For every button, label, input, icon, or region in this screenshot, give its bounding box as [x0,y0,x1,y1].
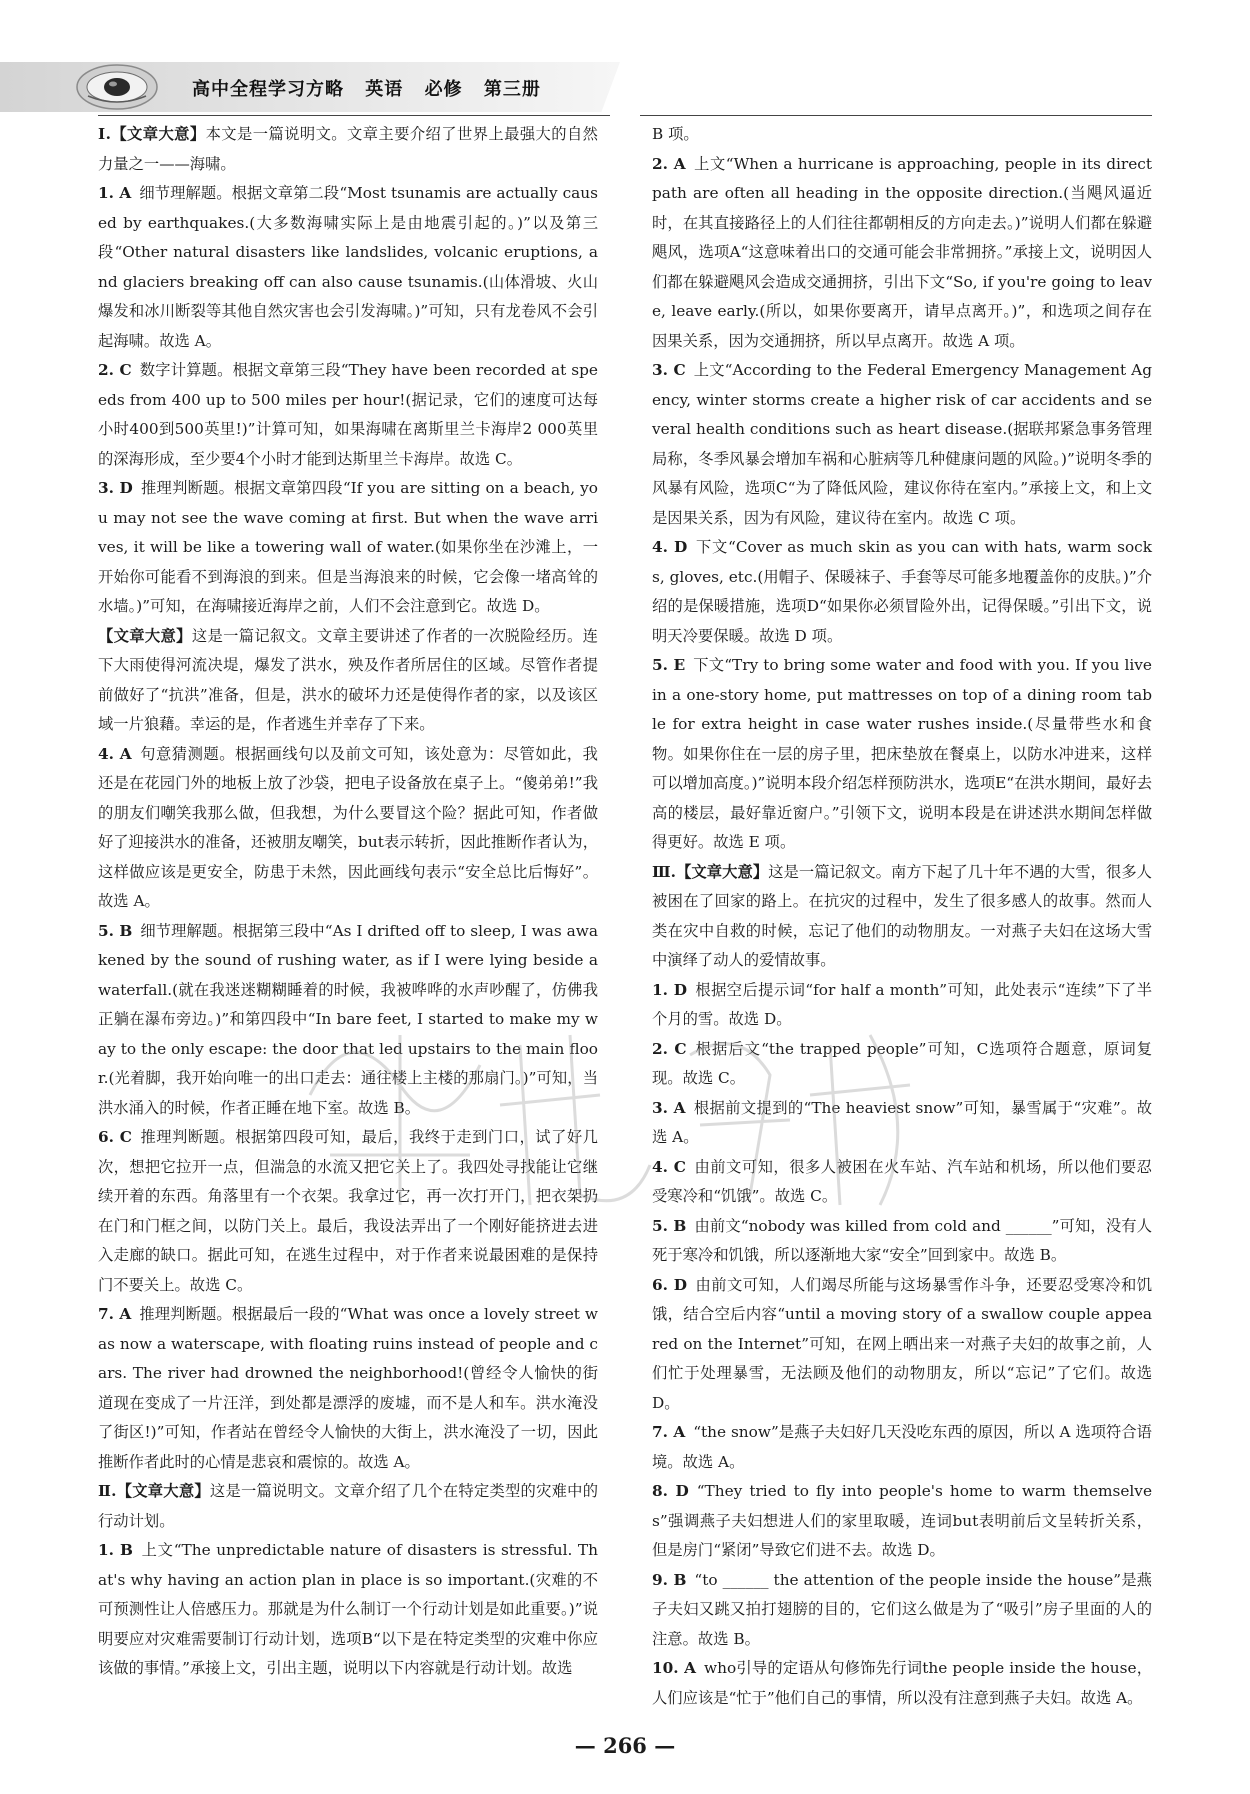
answer-number: Ⅰ. [98,125,111,143]
header-book-number: 第三册 [483,79,541,100]
left-answer-item [98,1123,598,1300]
answer-number: 9. B [652,1570,687,1589]
right-answer-item [652,651,1152,858]
answer-explanation: 上文“According to the Federal Emergency Management Agency, winter storms create a higher risk of car accidents and several health conditions such as heart disease.(据联邦紧急事务管理局称，冬季风暴会增加车祸和心脏病等几种健康问题的风险。)”说明冬季的风暴有风险，选项C“为了降低风险，建议你待在室内。”承接上文，和上文是因果关系，因为有风险，建议待在室内。故选 C 项。 [652,361,1152,527]
answer-explanation: 下文“Try to bring some water and food with you. If you live in a one-story home, put mattresses on top of a dining room table for extra height in case water rushes inside.(尽量带些水和食物。如果你住在一层的房子里，把床垫放在餐桌上，以防水冲进来，这样可以增加高度。)”说明本段介绍怎样预防洪水，选项E“在洪水期间，最好去高的楼层，最好靠近窗户。”引领下文，说明本段是在讲述洪水期间怎样做得更好。故选 E 项。 [652,656,1152,851]
right-answer-item [652,533,1152,651]
left-answer-item [98,179,598,356]
answer-number: Ⅲ. [652,862,677,881]
answer-number: 2. C [98,361,132,379]
answer-number: 5. E [652,656,686,674]
right-answer-item [652,1418,1152,1477]
summary-label: 【文章大意】 [676,862,769,881]
answer-number: 2. A [652,154,686,173]
right-answer-item [652,150,1152,357]
book-logo-icon [74,62,160,112]
header-title [192,75,555,101]
answer-explanation: 下文“Cover as much skin as you can with hats, warm socks, gloves, etc.(用帽子、保暖袜子、手套等尽可能多地覆盖你的皮肤。)”介绍的是保暖措施，选项D“如果你必须冒险外出，记得保暖。”引出下文，说明天冷要保暖。故选 D 项。 [652,538,1153,645]
answer-number: 3. C [652,361,686,379]
answer-number: 4. A [98,744,132,763]
summary-label: 【文章大意】 [116,1482,210,1500]
answer-explanation: 由前文可知，人们竭尽所能与这场暴雪作斗争，还要忍受寒冷和饥饿，结合空后内容“until a moving story of a swallow couple appeared on the Internet”可知，在网上晒出来一对燕子夫妇的故事之前，人们忙于处理暴雪，无法顾及他们的动物朋友，所以“忘记”了它们。故选 D。 [652,1275,1152,1412]
answer-explanation: “the snow”是燕子夫妇好几天没吃东西的原因，所以 A 选项符合语境。故选 A。 [652,1423,1152,1471]
answer-explanation: 数字计算题。根据文章第三段“They have been recorded at speeds from 400 up to 500 miles per hour!(据记录，它们的速度可达每小时400到500英里!)”计算可知，如果海啸在离斯里兰卡海岸2 000英里的深海形成，至少要4个小时才能到达斯里兰卡海岸。故选 C。 [98,361,598,468]
answer-explanation: 上文“When a hurricane is approaching, people in its direct path are often all heading in the opposite direction.(当飓风逼近时，在其直接路径上的人们往往都朝相反的方向走去。)”说明人们都在躲避飓风，选项A“这意味着出口的交通可能会非常拥挤。”承接上文，说明因人们都在躲避飓风会造成交通拥挤，引出下文“So, if you're going to leave, leave early.(所以，如果你要离开，请早点离开。)”，和选项之间存在因果关系，因为交通拥挤，所以早点离开。故选 A 项。 [652,154,1152,350]
answer-number: 4. C [652,1157,686,1176]
answer-explanation: 根据后文“the trapped people”可知，C选项符合题意，原词复现。故选 C。 [652,1039,1152,1087]
left-answer-item [98,1536,598,1684]
answer-explanation: 根据空后提示词“for half a month”可知，此处表示“连续”下了半个月的雪。故选 D。 [652,980,1152,1028]
answer-number: 8. D [652,1482,689,1500]
answer-number: 3. D [98,479,133,497]
answer-explanation: 细节理解题。根据文章第二段“Most tsunamis are actually caused by earthquakes.(大多数海啸实际上是由地震引起的。)”以及第三段“Other natural disasters like landslides, volcanic eruptions, and glaciers breaking off can also cause tsunamis.(山体滑坡、火山爆发和冰川断裂等其他自然灾害也会引发海啸。)”可知，只有龙卷风不会引起海啸。故选 A。 [98,184,598,350]
right-answer-item [652,120,1152,150]
right-answer-item [652,858,1152,976]
answer-number: 7. A [98,1305,132,1323]
left-answer-item [98,1477,598,1536]
left-answer-item [98,356,598,474]
left-answer-item [98,474,598,622]
right-answer-item [652,1477,1152,1566]
answer-explanation: “They tried to fly into people's home to warm themselves”强调燕子夫妇想进人们的家里取暖，连词but表明前后文呈转折关系，但是房门“紧闭”导致它们进不去。故选 D。 [652,1482,1152,1559]
summary-label: 【文章大意】 [98,626,192,645]
answer-explanation: 细节理解题。根据第三段中“As I drifted off to sleep, I was awakened by the sound of rushing water, as if I were lying beside a waterfall.(就在我迷迷糊糊睡着的时候，我被哗哗的水声吵醒了，仿佛我正躺在瀑布旁边。)”和第四段中“In bare feet, I started to make my way to the only escape: the door that led upstairs to the main floor.(光着脚，我开始向唯一的出口走去：通往楼上主楼的那扇门。)”可知，当洪水涌入的时候，作者正睡在地下室。故选 B。 [98,921,598,1117]
answer-explanation: 这是一篇说明文。文章介绍了几个在特定类型的灾难中的行动计划。 [98,1482,598,1530]
right-answer-item [652,1153,1152,1212]
answer-number: 10. A [652,1659,697,1677]
left-answer-item [98,740,598,917]
answer-number: 1. D [652,980,687,999]
right-answer-item [652,1094,1152,1153]
answer-number: 1. A [98,184,132,202]
header-book-title: 高中全程学习方略 [192,79,344,100]
answer-explanation: 这是一篇记叙文。南方下起了几十年不遇的大雪，很多人被困在了回家的路上。在抗灾的过程中，发生了很多感人的故事。然而人类在灾中自救的时候，忘记了他们的动物朋友。一对燕子夫妇在这场大雪中演绎了动人的爱情故事。 [652,862,1152,969]
answer-number: 4. D [652,538,688,556]
answer-number: 6. C [98,1128,132,1146]
answer-number: 1. B [98,1541,133,1559]
page-header [0,58,1250,118]
right-answer-item [652,356,1152,533]
answer-explanation: 这是一篇记叙文。文章主要讲述了作者的一次脱险经历。连下大雨使得河流决堤，爆发了洪水，殃及作者所居住的区域。尽管作者提前做好了“抗洪”准备，但是，洪水的破坏力还是使得作者的家，以及该区域一片狼藉。幸运的是，作者逃生并幸存了下来。 [98,626,598,733]
right-answer-item [652,1035,1152,1094]
answer-number: 6. D [652,1275,688,1294]
answer-explanation: who引导的定语从句修饰先行词the people inside the house，人们应该是“忙于”他们自己的事情，所以没有注意到燕子夫妇。故选 A。 [652,1659,1153,1707]
summary-label: 【文章大意】 [110,125,206,143]
right-answer-item [652,1654,1152,1713]
answer-explanation: 上文“The unpredictable nature of disasters is stressful. That's why having an action plan in place is so important.(灾难的不可预测性让人倍感压力。那就是为什么制订一个行动计划是如此重要。)”说明要应对灾难需要制订行动计划，选项B“以下是在特定类型的灾难中你应该做的事情。”承接上文，引出主题，说明以下内容就是行动计划。故选 [98,1541,598,1677]
answer-explanation: 推理判断题。根据第四段可知，最后，我终于走到门口，试了好几次，想把它拉开一点，但湍急的水流又把它关上了。我四处寻找能让它继续开着的东西。角落里有一个衣架。我拿过它，再一次打开门，把衣架扔在门和门框之间，以防门关上。最后，我设法弄出了一个刚好能挤进去进入走廊的缺口。据此可知，在逃生过程中，对于作者来说最困难的是保持门不要关上。故选 C。 [98,1128,598,1294]
left-answer-item [98,120,598,179]
right-answer-column [652,120,1152,1713]
answer-number: 3. A [652,1098,686,1117]
answer-explanation: B 项。 [652,125,699,143]
answer-explanation: 根据前文提到的“The heaviest snow”可知，暴雪属于“灾难”。故选 A。 [652,1098,1152,1146]
answer-explanation: 由前文可知，很多人被困在火车站、汽车站和机场，所以他们要忍受寒冷和“饥饿”。故选 C。 [652,1157,1152,1205]
right-answer-item [652,1566,1152,1655]
answer-explanation: 推理判断题。根据文章第四段“If you are sitting on a beach, you may not see the wave coming at first. But when the wave arrives, it will be like a towering wall of water.(如果你坐在沙滩上，一开始你可能看不到海浪的到来。但是当海浪来的时候，它会像一堵高耸的水墙。)”可知，在海啸接近海岸之前，人们不会注意到它。故选 D。 [98,479,599,615]
answer-number: 5. B [98,921,133,940]
right-answer-item [652,976,1152,1035]
left-answer-column [98,120,598,1684]
left-answer-item [98,622,598,740]
header-rule-left [98,115,610,116]
header-rule-right [640,115,1152,116]
answer-number: 2. C [652,1039,687,1058]
answer-number: 5. B [652,1216,687,1235]
header-volume: 必修 [424,79,463,100]
answer-explanation: 句意猜测题。根据画线句以及前文可知，该处意为：尽管如此，我还是在花园门外的地板上放了沙袋，把电子设备放在桌子上。“傻弟弟!”我的朋友们嘲笑我那么做，但我想，为什么要冒这个险？据此可知，作者做好了迎接洪水的准备，还被朋友嘲笑，but表示转折，因此推断作者认为，这样做应该是更安全，防患于未然，因此画线句表示“安全总比后悔好”。故选 A。 [98,744,598,910]
page-number: — 266 — [574,1733,676,1758]
answer-explanation: 本文是一篇说明文。文章主要介绍了世界上最强大的自然力量之一——海啸。 [98,125,598,173]
answer-number: Ⅱ. [98,1482,117,1500]
answer-explanation: 推理判断题。根据最后一段的“What was once a lovely street was now a waterscape, with floating ruins instead of people and cars. The river had drowned the neighborhood!(曾经令人愉快的街道现在变成了一片汪洋，到处都是漂浮的废墟，而不是人和车。洪水淹没了街区!)”可知，作者站在曾经令人愉快的大街上，洪水淹没了一切，因此推断作者此时的心情是悲哀和震惊的。故选 A。 [98,1305,598,1471]
right-answer-item [652,1271,1152,1419]
answer-explanation: 由前文“nobody was killed from cold and ______”可知，没有人死于寒冷和饥饿，所以逐渐地大家“安全”回到家中。故选 B。 [652,1216,1152,1264]
header-subject: 英语 [365,79,404,100]
answer-number: 7. A [652,1423,686,1441]
left-answer-item [98,917,598,1124]
left-answer-item [98,1300,598,1477]
right-answer-item [652,1212,1152,1271]
answer-explanation: “to ______ the attention of the people inside the house”是燕子夫妇又跳又拍打翅膀的目的，它们这么做是为了“吸引”房子里面的人的注意。故选 B。 [652,1570,1152,1648]
